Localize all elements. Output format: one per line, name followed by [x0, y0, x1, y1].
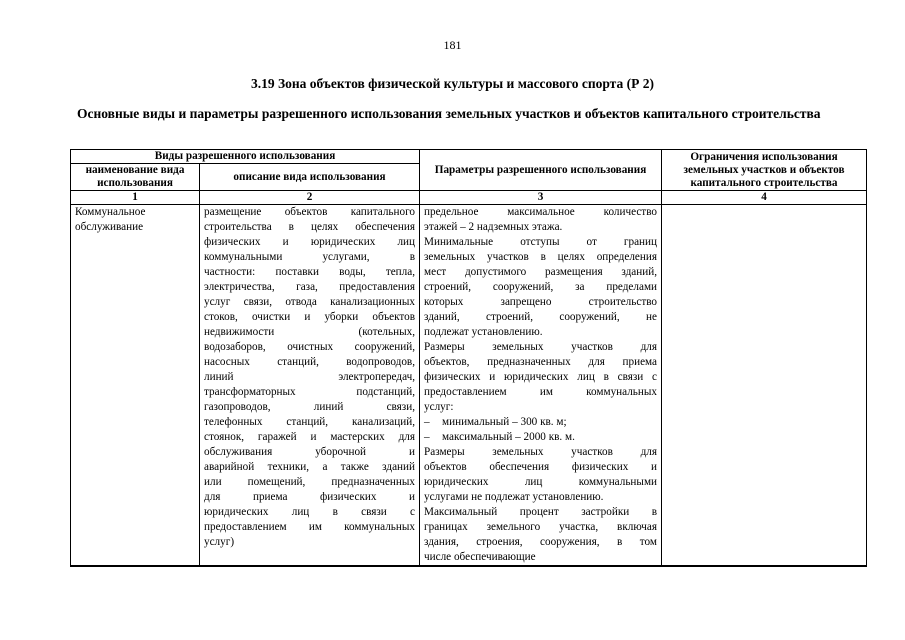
description-line: частности: поставки воды, тепла,	[204, 266, 416, 278]
sizes-line: предоставлением им коммунальных	[424, 386, 658, 398]
description-line: насосных станций, водопроводов,	[204, 356, 416, 368]
coverage-line: границах земельного участка, включая	[424, 521, 658, 533]
sizes2-line: услугами не подлежат установлению.	[424, 491, 604, 503]
header-restrictions: Ограничения использования земельных участков и объектов капитального строительства	[662, 150, 867, 191]
header-description: описание вида использования	[200, 164, 420, 191]
column-number: 1	[71, 191, 200, 205]
page-number: 181	[443, 38, 462, 52]
description-line: стоков, очистки и уборки объектов	[204, 311, 416, 323]
description-line: газопроводов, линий связи,	[204, 401, 416, 413]
sizes-line: объектов, предназначенных для приема	[424, 356, 658, 368]
dash-bullet: –	[424, 431, 430, 443]
coverage-line: Максимальный процент застройки в	[424, 506, 658, 518]
use-name: Коммунальное обслуживание	[75, 206, 146, 233]
floors-line: предельное максимальное количество	[424, 206, 658, 218]
column-number: 3	[420, 191, 662, 205]
setbacks-line: подлежат установлению.	[424, 326, 543, 338]
floors-line: этажей – 2 надземных этажа.	[424, 221, 563, 233]
column-number-row	[71, 191, 867, 205]
description-line: услуг связи, отвода канализационных	[204, 296, 416, 308]
use-description-cell	[200, 205, 420, 567]
header-params: Параметры разрешенного использования	[420, 150, 662, 191]
dash-bullet: –	[424, 416, 430, 428]
description-line: юридических лиц в связи с	[204, 506, 416, 518]
sizes2-line: Размеры земельных участков для	[424, 446, 658, 458]
description-line: для приема физических и	[204, 491, 416, 503]
description-line: размещение объектов капитального	[204, 206, 416, 218]
column-number: 4	[662, 191, 867, 205]
sizes-line: Размеры земельных участков для	[424, 341, 658, 353]
description-line: линий электропередач,	[204, 371, 416, 383]
use-name-cell	[71, 205, 200, 567]
sizes-line: физических и юридических лиц в связи с	[424, 371, 658, 383]
description-line: телефонных станций, канализаций,	[204, 416, 416, 428]
coverage-line: числе обеспечивающие	[424, 551, 536, 563]
description-line: электричества, газа, предоставления	[204, 281, 416, 293]
description-line: недвижимости (котельных,	[204, 326, 416, 338]
description-line: коммунальными услугами, в	[204, 251, 416, 263]
sizes2-line: объектов обеспечения физических и	[424, 461, 658, 473]
setbacks-line: земельных участков в целях определения	[424, 251, 658, 263]
list-item-text: максимальный – 2000 кв. м.	[442, 431, 575, 443]
description-line: обслуживания уборочной и	[204, 446, 416, 458]
header-name: наименование вида использования	[71, 164, 200, 191]
restrictions-cell	[662, 205, 867, 567]
sizes2-line: юридических лиц коммунальными	[424, 476, 658, 488]
list-item	[424, 415, 657, 430]
description-line: аварийной техники, а также зданий	[204, 461, 416, 473]
setbacks-line: которых запрещено строительство	[424, 296, 658, 308]
description-line: стоянок, гаражей и мастерских для	[204, 431, 416, 443]
list-item-text: минимальный – 300 кв. м;	[442, 416, 567, 428]
coverage-line: здания, строения, сооружения, в том	[424, 536, 658, 548]
column-number: 2	[200, 191, 420, 205]
description-line: предоставлением им коммунальных	[204, 521, 416, 533]
land-use-table	[70, 149, 867, 567]
sizes-line: услуг:	[424, 401, 454, 413]
setbacks-line: зданий, строений, сооружений, не	[424, 311, 658, 323]
description-line: или помещений, предназначенных	[204, 476, 416, 488]
header-group-label: Виды разрешенного использования	[71, 150, 420, 164]
params-cell	[420, 205, 662, 567]
description-line: трансформаторных подстанций,	[204, 386, 416, 398]
description-line: водозаборов, очистных сооружений,	[204, 341, 416, 353]
list-item	[424, 430, 657, 445]
table-row	[71, 205, 867, 567]
setbacks-line: мест допустимого размещения зданий,	[424, 266, 658, 278]
description-line: строительства в целях обеспечения	[204, 221, 416, 233]
setbacks-line: строений, сооружений, за пределами	[424, 281, 658, 293]
description-line: услуг)	[204, 536, 235, 548]
subtitle: Основные виды и параметры разрешенного использования земельных участков и объектов капитального строительства	[77, 106, 821, 121]
header-row-1	[71, 150, 867, 164]
setbacks-line: Минимальные отступы от границ	[424, 236, 658, 248]
description-line: физических и юридических лиц	[204, 236, 416, 248]
section-title: 3.19 Зона объектов физической культуры и массового спорта (Р 2)	[251, 76, 654, 91]
